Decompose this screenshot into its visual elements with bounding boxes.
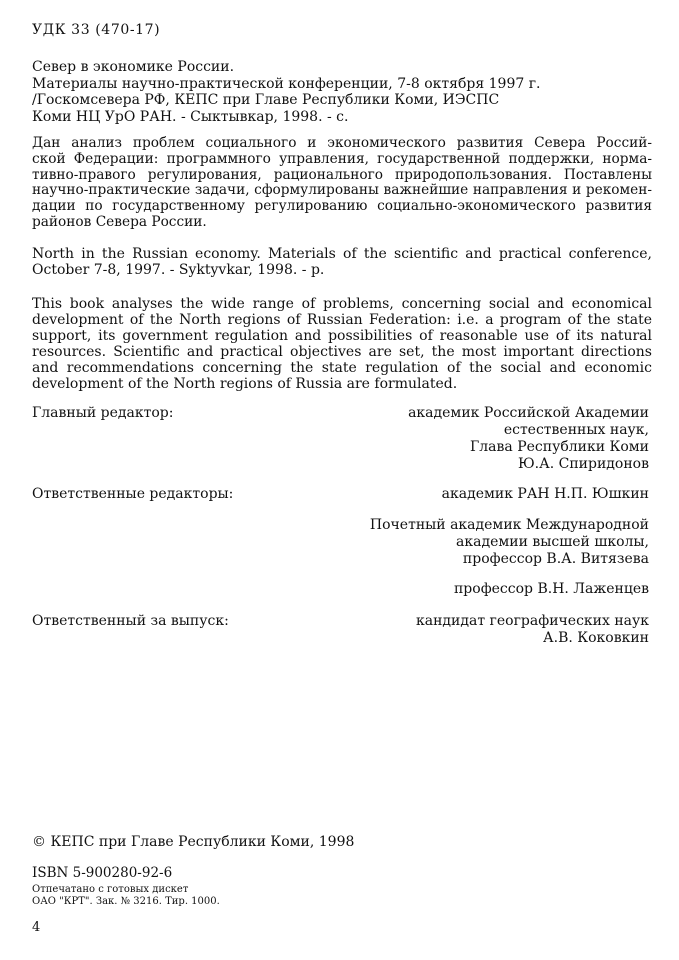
printing-info xyxy=(32,884,220,907)
editor-line: академик Российской Академии xyxy=(408,405,649,421)
annotation-en-line: This book analyses the wide range of problems, concerning social and economical xyxy=(32,296,652,312)
annotation-ru-line: Дан анализ проблем социального и экономического развития Севера Россий- xyxy=(32,136,652,151)
annotation-ru-line: ской Федерации: программного управления, государственной поддержки, норма- xyxy=(32,151,652,167)
annotation-en-line: development of the North regions of Russia are formulated. xyxy=(32,376,458,392)
editor-name: профессор В.Н. Лаженцев xyxy=(453,581,649,597)
editor-chief-credentials xyxy=(408,405,649,473)
copyright-notice: © КЕПС при Главе Республики Коми, 1998 xyxy=(32,834,355,850)
page-number: 4 xyxy=(32,920,41,935)
printing-line: ОАО "КРТ". Зак. № 3216. Тир. 1000. xyxy=(32,895,220,907)
isbn: ISBN 5-900280-92-6 xyxy=(32,865,173,881)
editor-line: Глава Республики Коми xyxy=(470,439,649,455)
annotation-en xyxy=(32,296,652,392)
editor-release-credentials xyxy=(416,613,649,647)
editor-responsible-3 xyxy=(454,581,649,598)
annotation-ru-line: научно-практические задачи, сформулированы важнейшие направления и рекомен- xyxy=(32,183,652,199)
annotation-ru-line: дации по государственному регулированию социально-экономического развития xyxy=(32,199,652,215)
citation-en-line: October 7-8, 1997. - Syktyvkar, 1998. - p. xyxy=(32,262,325,278)
annotation-en-line: development of the North regions of Russian Federation: i.e. a program of the state xyxy=(32,312,652,328)
editor-line: кандидат географических наук xyxy=(416,613,649,629)
editor-name: А.В. Коковкин xyxy=(543,630,649,646)
udk-code: УДК 33 (470-17) xyxy=(32,22,161,38)
citation-ru-line: Север в экономике России. xyxy=(32,59,235,75)
editor-role-responsible: Ответственные редакторы: xyxy=(32,486,234,502)
citation-ru-line: /Госкомсевера РФ, КЕПС при Главе Республики Коми, ИЭСПС xyxy=(32,92,500,108)
editor-role-release: Ответственный за выпуск: xyxy=(32,613,229,629)
printing-line: Отпечатано с готовых дискет xyxy=(32,884,189,895)
annotation-en-line: resources. Scientific and practical objectives are set, the most important directions xyxy=(32,344,652,360)
editor-line: академии высшей школы, xyxy=(456,534,649,550)
citation-ru-line: Коми НЦ УрО РАН. - Сыктывкар, 1998. - с. xyxy=(32,108,349,125)
citation-ru-line: Материалы научно-практической конференции, 7-8 октября 1997 г. xyxy=(32,75,541,92)
annotation-ru xyxy=(32,136,652,231)
editor-responsible-2 xyxy=(370,517,649,568)
citation-en xyxy=(32,246,652,278)
annotation-ru-line: районов Севера России. xyxy=(32,214,207,230)
annotation-ru-line: тивно-правого регулирования, рационального природопользования. Поставлены xyxy=(32,167,652,183)
annotation-en-line: support, its government regulation and possibilities of reasonable use of its natural xyxy=(32,328,652,344)
editor-line: академик РАН Н.П. Юшкин xyxy=(441,486,649,502)
annotation-en-line: and recommendations concerning the state regulation of the social and economic xyxy=(32,360,652,376)
editor-responsible-1 xyxy=(442,486,649,503)
editor-name: Ю.А. Спиридонов xyxy=(517,456,649,472)
editor-name: профессор В.А. Витязева xyxy=(462,551,649,567)
editor-role-chief: Главный редактор: xyxy=(32,405,174,421)
citation-en-line: North in the Russian economy. Materials of the scientific and practical conference, xyxy=(32,246,652,262)
editor-line: естественных наук, xyxy=(503,422,649,438)
citation-ru xyxy=(32,59,652,125)
editor-line: Почетный академик Международной xyxy=(369,517,649,533)
